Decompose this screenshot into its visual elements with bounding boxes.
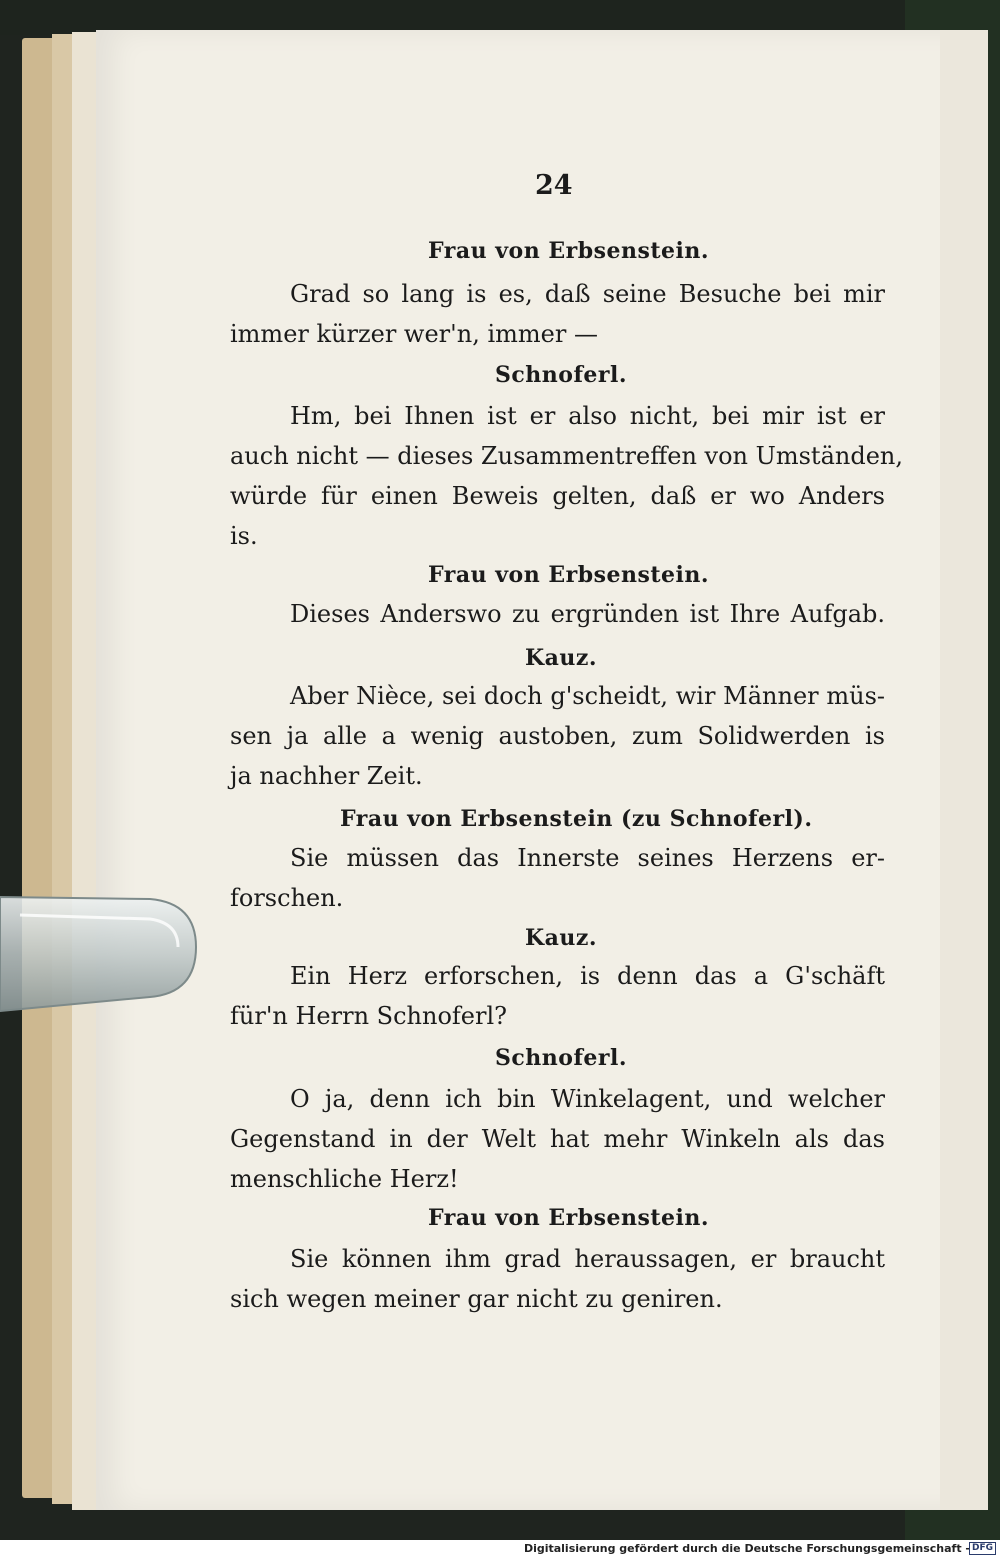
page-number: 24 [535, 170, 573, 201]
text-line: würde für einen Beweis gelten, daß er wo Anders [230, 482, 885, 510]
text-line: immer kürzer wer'n, immer — [230, 320, 598, 348]
text-line: auch nicht — dieses Zusammentreffen von Umständen, [230, 442, 903, 470]
text-line: Gegenstand in der Welt hat mehr Winkeln als das [230, 1125, 885, 1153]
text-line: Aber Nièce, sei doch g'scheidt, wir Männer müs- [290, 682, 885, 710]
text-line: ja nachher Zeit. [230, 762, 423, 790]
speaker-label: Frau von Erbsenstein. [428, 1205, 710, 1231]
text-line: sen ja alle a wenig austoben, zum Solidwerden is [230, 722, 885, 750]
text-line: Ein Herz erforschen, is denn das a G'schäft [290, 962, 885, 990]
text-line: forschen. [230, 884, 344, 912]
text-line: Hm, bei Ihnen ist er also nicht, bei mir ist er [290, 402, 885, 430]
text-line: is. [230, 522, 258, 550]
text-line: Grad so lang is es, daß seine Besuche bei mir [290, 280, 885, 308]
speaker-label: Frau von Erbsenstein. [428, 238, 710, 264]
dfg-logo: DFG [969, 1542, 996, 1555]
text-line: Sie können ihm grad heraussagen, er braucht [290, 1245, 885, 1273]
speaker-label: Schnoferl. [495, 362, 628, 388]
speaker-label: Schnoferl. [495, 1045, 628, 1071]
speaker-label: Frau von Erbsenstein. [428, 562, 710, 588]
text-line: sich wegen meiner gar nicht zu geniren. [230, 1285, 723, 1313]
text-line: Dieses Anderswo zu ergründen ist Ihre Aufgab. [290, 600, 885, 628]
speaker-label: Kauz. [525, 925, 598, 951]
page-holder-clip [0, 885, 198, 1015]
text-line: Sie müssen das Innerste seines Herzens er- [290, 844, 885, 872]
text-line: menschliche Herz! [230, 1165, 459, 1193]
text-line: O ja, denn ich bin Winkelagent, und welcher [290, 1085, 885, 1113]
text-line: für'n Herrn Schnoferl? [230, 1002, 508, 1030]
speaker-label: Frau von Erbsenstein (zu Schnoferl). [340, 806, 813, 832]
page-right-edge [940, 30, 988, 1510]
speaker-label: Kauz. [525, 645, 598, 671]
footer-credit: Digitalisierung gefördert durch die Deutsche Forschungsgemeinschaft - [523, 1542, 970, 1555]
